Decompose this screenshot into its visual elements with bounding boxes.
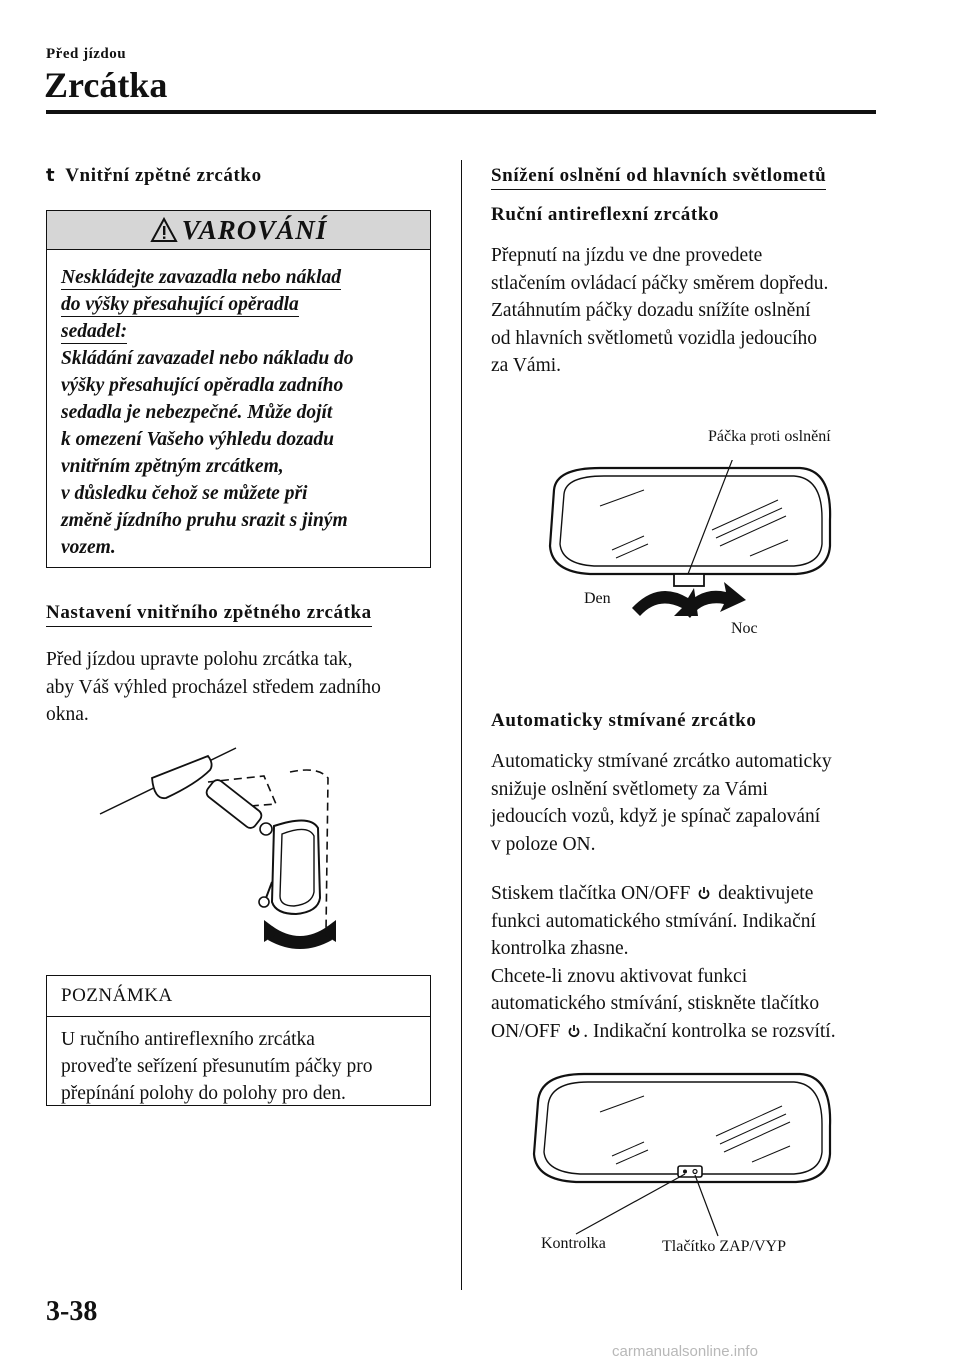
warning-heading-line: sedadel: xyxy=(61,321,128,342)
section-bullet: t xyxy=(46,165,56,186)
warning-triangle-icon xyxy=(150,217,178,243)
button-line-5: automatického stmívání, stiskněte tlačítko xyxy=(491,993,820,1014)
warning-text-line: vozem. xyxy=(61,537,116,558)
adjust-line: okna. xyxy=(46,704,89,725)
auto-text xyxy=(491,748,891,858)
section-title: Vnitřní zpětné zrcátko xyxy=(65,165,262,186)
page-title: Zrcátka xyxy=(44,65,168,105)
warning-text-line: v důsledku čehož se můžete při xyxy=(61,483,308,504)
adjust-line: Před jízdou upravte polohu zrcátka tak, xyxy=(46,649,353,670)
warning-box xyxy=(46,210,431,568)
indicator-label: Kontrolka xyxy=(541,1235,606,1252)
note-header: POZNÁMKA xyxy=(47,976,430,1017)
onoff-button-label: Tlačítko ZAP/VYP xyxy=(662,1238,786,1255)
day-label: Den xyxy=(584,590,611,607)
auto-heading: Automaticky stmívané zrcátko xyxy=(491,710,757,731)
warning-header xyxy=(47,211,430,250)
warning-heading-line: Neskládejte zavazadla nebo náklad xyxy=(61,267,342,288)
note-line: U ručního antireflexního zrcátka xyxy=(61,1029,315,1050)
auto-line: v poloze ON. xyxy=(491,833,596,855)
mirror-adjust-figure xyxy=(96,742,346,952)
button-line-6a: ON/OFF xyxy=(491,1020,561,1042)
warning-text-line: výšky přesahující opěradla zadního xyxy=(61,375,344,396)
title-rule xyxy=(46,110,876,114)
adjust-title: Nastavení vnitřního zpětného zrcátka xyxy=(46,602,372,627)
page-number: 3-38 xyxy=(46,1296,98,1327)
manual-text xyxy=(491,242,891,380)
warning-text-line: Skládání zavazadel nebo nákladu do xyxy=(61,348,354,369)
adjust-heading xyxy=(46,602,372,627)
button-line-4: Chcete-li znovu aktivovat funkci xyxy=(491,965,748,987)
button-line-1b: deaktivujete xyxy=(718,883,814,904)
auto-line: jedoucích vozů, když je spínač zapalování xyxy=(491,806,821,827)
button-line-1a: Stiskem tlačítka ON/OFF xyxy=(491,883,691,904)
button-text xyxy=(491,880,901,1045)
breadcrumb: Před jízdou xyxy=(46,46,127,62)
glare-title: Snížení oslnění od hlavních světlometů xyxy=(491,165,826,190)
lever-label: Páčka proti oslnění xyxy=(708,428,831,445)
section-heading xyxy=(46,165,262,187)
note-line: přepínání polohy do polohy pro den. xyxy=(61,1083,346,1104)
note-line: proveďte seřízení přesunutím páčky pro xyxy=(61,1056,373,1077)
warning-text-line: sedadla je nebezpečné. Může dojít xyxy=(61,402,333,423)
auto-line: Automaticky stmívané zrcátko automaticky xyxy=(491,751,832,772)
button-line-3: kontrolka zhasne. xyxy=(491,938,629,959)
manual-line: Přepnutí na jízdu ve dne provedete xyxy=(491,245,763,266)
manual-line: Zatáhnutím páčky dozadu snížíte oslnění xyxy=(491,300,811,321)
button-line-6b: . Indikační kontrolka se rozsvítí. xyxy=(583,1020,836,1042)
column-divider xyxy=(461,160,462,1290)
button-line-2: funkci automatického stmívání. Indikační xyxy=(491,910,816,932)
note-box xyxy=(46,975,431,1106)
manual-heading: Ruční antireflexní zrcátko xyxy=(491,204,720,225)
adjust-line: aby Váš výhled procházel středem zadního xyxy=(46,676,381,698)
watermark: carmanualsonline.info xyxy=(612,1343,758,1360)
warning-title: VAROVÁNÍ xyxy=(181,214,328,245)
warning-text-line: vnitřním zpětným zrcátkem, xyxy=(61,456,284,477)
warning-text-line: změně jízdního pruhu srazit s jiným xyxy=(61,510,348,531)
note-body xyxy=(47,1017,430,1107)
manual-line: stlačením ovládací páčky směrem dopředu. xyxy=(491,272,829,294)
manual-line: za Vámi. xyxy=(491,355,562,376)
warning-text-line: k omezení Vašeho výhledu dozadu xyxy=(61,429,335,450)
auto-line: snižuje oslnění světlomety za Vámi xyxy=(491,778,768,800)
warning-body xyxy=(47,250,430,561)
glare-heading xyxy=(491,165,826,190)
auto-mirror-figure xyxy=(520,1062,840,1242)
adjust-text xyxy=(46,646,446,729)
power-icon xyxy=(698,886,710,900)
warning-heading-line: do výšky přesahující opěradla xyxy=(61,294,299,315)
night-label: Noc xyxy=(731,620,758,637)
manual-line: od hlavních světlometů vozidla jedoucího xyxy=(491,327,818,349)
power-icon xyxy=(568,1024,580,1038)
